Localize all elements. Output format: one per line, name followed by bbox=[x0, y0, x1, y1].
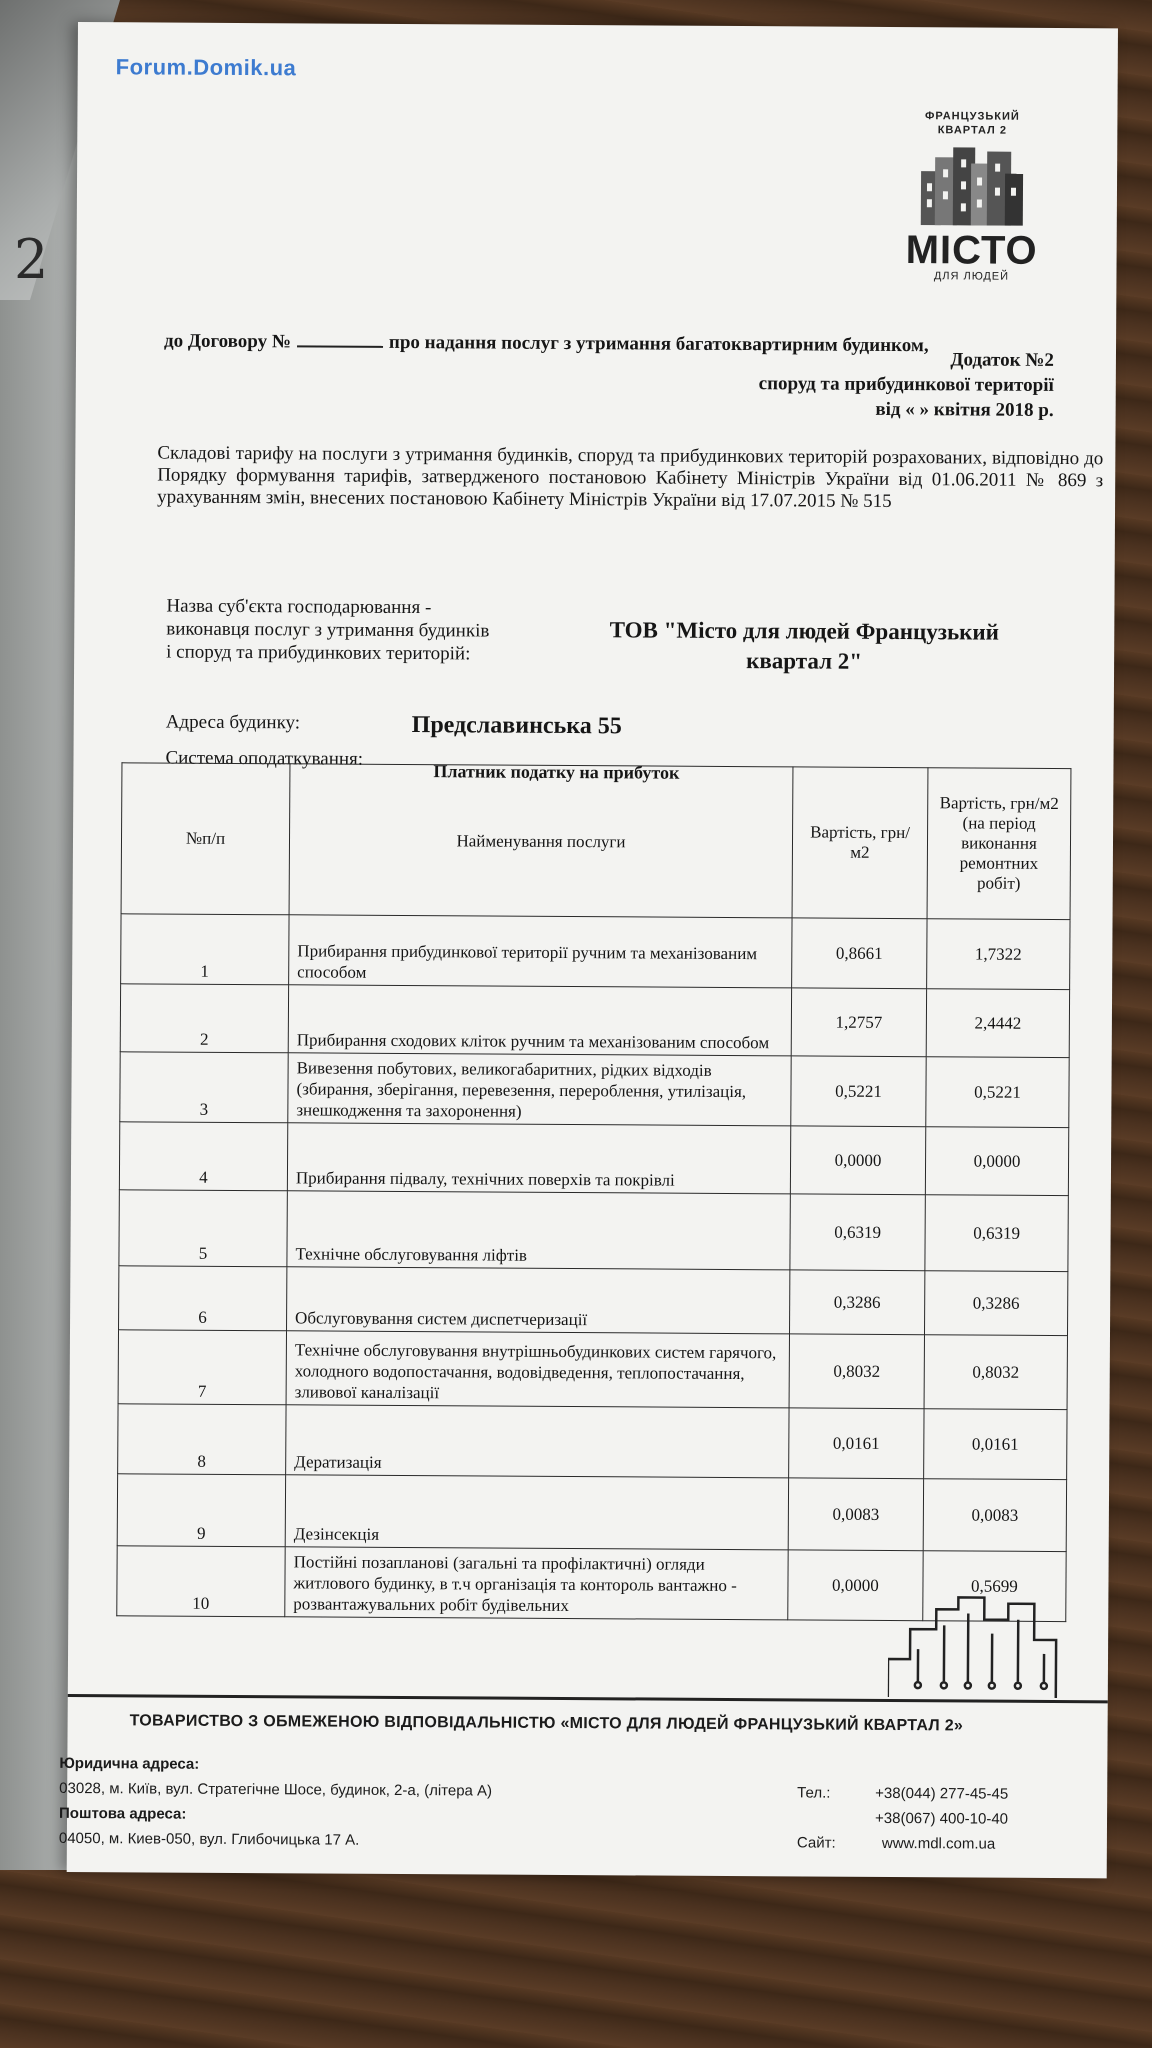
phone-label: Тел.: bbox=[797, 1784, 831, 1802]
postal-address-label: Поштова адреса: bbox=[59, 1804, 187, 1823]
address-label: Адреса будинку: bbox=[165, 711, 301, 734]
contract-number-blank bbox=[297, 345, 383, 348]
table-header-row bbox=[121, 763, 1071, 920]
header-service: Найменування послуги bbox=[289, 764, 793, 918]
row-service: Дератизація bbox=[286, 1405, 789, 1478]
table-row bbox=[118, 1330, 1067, 1410]
logo-subtitle: ДЛЯ ЛЮДЕЙ bbox=[933, 270, 1010, 283]
row-cost: 0,0083 bbox=[788, 1478, 923, 1551]
row-cost: 0,0000 bbox=[788, 1550, 923, 1621]
footer-building-outline-icon bbox=[888, 1589, 1059, 1700]
table-row bbox=[119, 1122, 1068, 1196]
header-number: №п/п bbox=[121, 763, 290, 915]
row-cost: 1,2757 bbox=[791, 988, 926, 1057]
row-cost-repair: 0,6319 bbox=[925, 1195, 1068, 1272]
row-service: Дезінсекція bbox=[285, 1475, 788, 1550]
contract-prefix: до Договору № bbox=[163, 330, 292, 353]
underlying-page-text: 2 bbox=[14, 228, 49, 291]
entity-value: ТОВ "Місто для людей Французький квартал 2" bbox=[609, 617, 1000, 674]
table-row bbox=[120, 1052, 1069, 1128]
row-cost: 0,8661 bbox=[792, 918, 927, 989]
row-service: Технічне обслуговування внутрішньобудинкових систем гарячого, холодного водопостачання, водовідведення, теплопостачання, зливової каналізації bbox=[286, 1331, 789, 1408]
appendix-date: від « » квітня 2018 р. bbox=[875, 398, 1054, 421]
logo-line-2: КВАРТАЛ 2 bbox=[937, 124, 1008, 137]
row-number: 5 bbox=[119, 1190, 287, 1267]
row-cost: 0,0161 bbox=[789, 1408, 924, 1479]
website-label: Сайт: bbox=[796, 1834, 836, 1852]
tariff-table bbox=[116, 762, 1071, 1622]
table-row bbox=[119, 1266, 1068, 1336]
watermark: Forum.Domik.ua bbox=[115, 54, 297, 81]
address-value: Предславинська 55 bbox=[411, 712, 622, 740]
contract-suffix: про надання послуг з утримання багатоквартирним будинком, bbox=[388, 331, 929, 357]
row-number: 6 bbox=[119, 1266, 287, 1331]
row-cost-repair: 0,8032 bbox=[924, 1335, 1067, 1410]
row-service: Постійні позапланові (загальні та профілактичні) огляди житлового будинку, в т.ч організація та контороль вантажно - розвантажувальних робіт будівельних bbox=[285, 1547, 788, 1620]
row-cost: 0,3286 bbox=[789, 1270, 924, 1335]
row-service: Прибирання підвалу, технічних поверхів та покрівлі bbox=[287, 1123, 790, 1194]
appendix-line-2: споруд та прибудинкової території bbox=[758, 373, 1054, 396]
footer-company-name: ТОВАРИСТВО З ОБМЕЖЕНОЮ ВІДПОВІДАЛЬНІСТЮ «МІСТО ДЛЯ ЛЮДЕЙ ФРАНЦУЗЬКИЙ КВАРТАЛ 2» bbox=[129, 1712, 964, 1735]
row-cost-repair: 0,5221 bbox=[926, 1057, 1069, 1128]
table-row bbox=[118, 1404, 1067, 1480]
row-cost: 0,8032 bbox=[789, 1334, 924, 1409]
row-number: 4 bbox=[119, 1122, 287, 1191]
table-row bbox=[119, 1190, 1068, 1272]
row-number: 8 bbox=[118, 1404, 286, 1475]
row-service: Технічне обслуговування ліфтів bbox=[287, 1191, 790, 1270]
header-cost-repair: Вартість, грн/м2 (на період виконання ремонтних робіт) bbox=[927, 768, 1071, 920]
intro-paragraph: Складові тарифу на послуги з утримання будинків, споруд та прибудинкових територій розрахованих, відповідно до Порядку формування тарифів, затвердженого постановою Кабінету Міністрів України від 01.06.2011 № 869 з урахуванням змін, внесених постановою Кабінету Міністрів України від 17.07.2015 № 515 bbox=[157, 442, 1104, 512]
logo-word: МІСТО bbox=[905, 228, 1038, 273]
table-row bbox=[120, 984, 1069, 1058]
row-cost-repair: 0,3286 bbox=[924, 1271, 1067, 1336]
row-cost-repair: 1,7322 bbox=[927, 919, 1070, 990]
logo-line-1: ФРАНЦУЗЬКИЙ bbox=[924, 110, 1020, 123]
building-logo-icon bbox=[917, 143, 1027, 226]
row-cost-repair: 0,5699 bbox=[923, 1551, 1066, 1622]
appendix-block bbox=[414, 344, 1054, 423]
phone-2: +38(067) 400-10-40 bbox=[874, 1809, 1009, 1828]
table-row bbox=[121, 914, 1070, 990]
appendix-number: Додаток №2 bbox=[950, 349, 1055, 371]
tax-value: Платник податку на прибуток bbox=[433, 761, 680, 783]
postal-address-value: 04050, м. Киев-050, вул. Глибочицька 17 А. bbox=[58, 1829, 360, 1849]
row-cost-repair: 0,0083 bbox=[923, 1479, 1066, 1552]
row-cost-repair: 0,0161 bbox=[924, 1409, 1067, 1480]
row-number: 3 bbox=[120, 1052, 288, 1123]
tax-label: Система оподаткування: bbox=[165, 747, 364, 770]
row-cost: 0,0000 bbox=[790, 1126, 925, 1195]
row-service: Прибирання сходових кліток ручним та механізованим способом bbox=[288, 985, 791, 1056]
row-cost: 0,5221 bbox=[791, 1056, 926, 1127]
row-service: Прибирання прибудинкової території ручним та механізованим способом bbox=[289, 915, 792, 988]
header-cost: Вартість, грн/м2 bbox=[792, 767, 928, 919]
row-service: Вивезення побутових, великогабаритних, рідких відходів (збирання, зберігання, перевезення, перероблення, утилізація, знешкодження та захоронення) bbox=[288, 1053, 791, 1126]
website-value: www.mdl.com.ua bbox=[881, 1834, 996, 1853]
row-number: 9 bbox=[117, 1474, 285, 1547]
legal-address-value: 03028, м. Київ, вул. Стратегічне Шосе, будинок, 2-а, (літера А) bbox=[59, 1779, 493, 1800]
phone-1: +38(044) 277-45-45 bbox=[875, 1784, 1009, 1803]
legal-address-label: Юридична адреса: bbox=[59, 1754, 200, 1773]
row-cost-repair: 0,0000 bbox=[925, 1127, 1068, 1196]
row-number: 2 bbox=[120, 984, 288, 1053]
row-number: 1 bbox=[121, 914, 289, 985]
company-logo bbox=[896, 109, 1047, 283]
row-cost: 0,6319 bbox=[790, 1194, 925, 1271]
table-row bbox=[117, 1474, 1066, 1552]
row-number: 7 bbox=[118, 1330, 286, 1405]
row-service: Обслуговування систем диспетчеризації bbox=[287, 1267, 790, 1334]
entity-label: Назва суб'єкта господарювання - виконавця послуг з утримання будинків і споруд та прибудинкових територій: bbox=[166, 595, 490, 665]
document-page bbox=[58, 22, 1118, 1878]
row-cost-repair: 2,4442 bbox=[926, 989, 1069, 1058]
row-number: 10 bbox=[117, 1546, 285, 1617]
